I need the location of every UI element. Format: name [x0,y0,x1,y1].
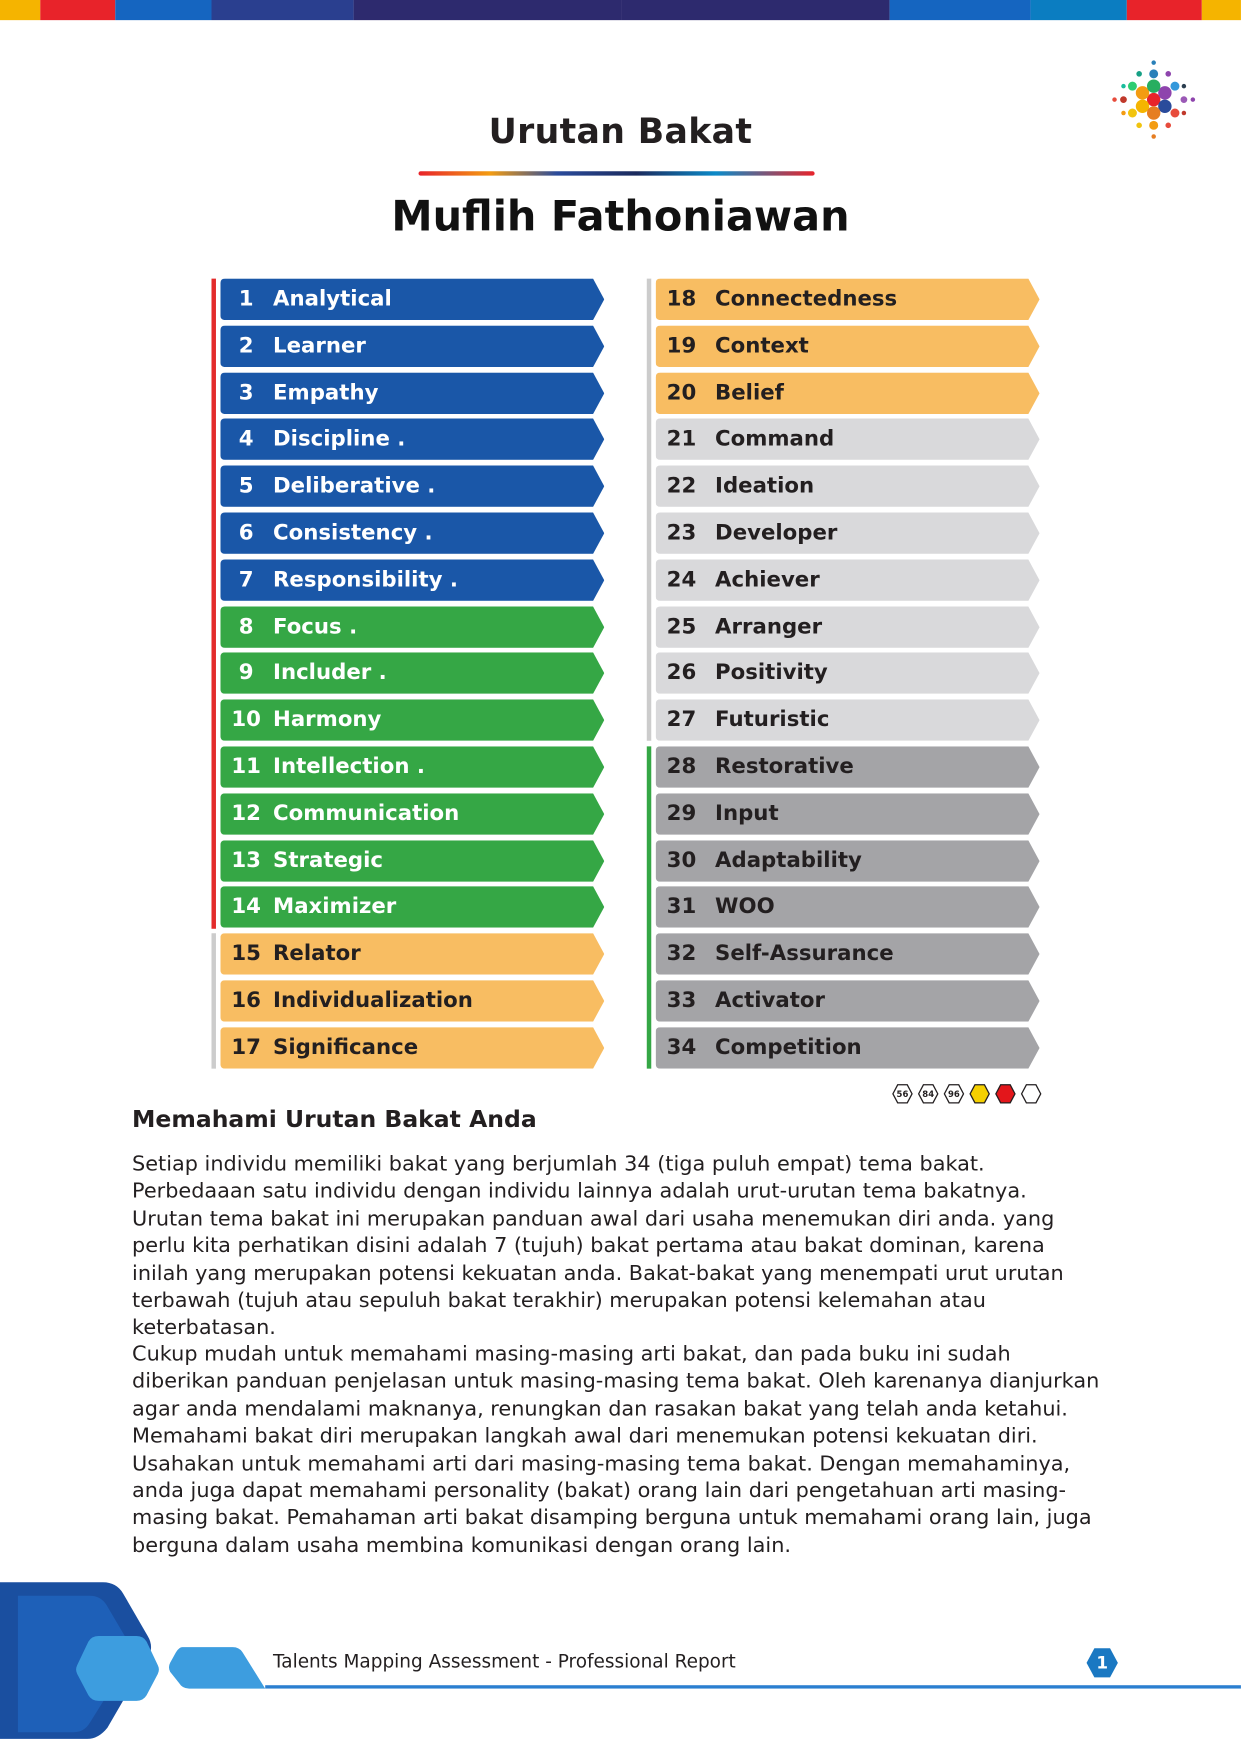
score-legend [892,1083,1042,1104]
talent-name: Discipline . [273,426,406,452]
talent-name: Includer . [273,660,387,686]
talent-rank: 32 [666,941,697,966]
logo-dot [1170,82,1179,91]
talent-row [656,513,1040,554]
talent-name: Ideation [715,473,815,499]
talent-row [656,653,1040,694]
talent-row [220,1027,604,1068]
logo-dot [1165,71,1171,77]
legend-hexagon [969,1083,990,1104]
talent-name: Command [715,426,835,452]
top-color-bar [0,0,1241,20]
logo-dot [1191,97,1195,101]
talent-rank: 13 [231,847,261,873]
talent-row [656,279,1040,320]
page-number: 1 [1096,1652,1109,1673]
talent-name: Futuristic [715,707,830,733]
talent-row-background [656,980,1040,1021]
talent-name: Achiever [715,567,820,592]
paragraph: Setiap individu memiliki bakat yang berjumlah 34 (tiga puluh empat) tema bakat. Perbedaaan satu individu dengan individu lainnya adalah urut-urutan tema bakatnya. Urutan tema bakat ini merupakan panduan awal dari usaha menemukan diri anda. yang perlu kita perhatikan disini adalah 7 (tujuh) bakat pertama atau bakat dominan, karena inilah yang merupakan potensi kekuatan anda. Bakat-bakat yang menempati urut urutan terbawah (tujuh atau sepuluh bakat terakhir) merupakan potensi kelemahan atau keterbatasan. [132,1152,1064,1340]
talent-row-background [656,653,1040,694]
footer-report-title: Talents Mapping Assessment - Professional Report [273,1650,736,1672]
talent-name: Competition [715,1034,862,1060]
talent-name: Deliberative . [273,473,436,499]
logo-dot [1128,82,1137,91]
talent-name: Maximizer [273,894,397,920]
talent-name: Empathy [273,380,379,405]
talent-rank: 3 [238,380,254,405]
talent-name: Significance [273,1034,419,1060]
talent-row [220,559,604,600]
title-underline [419,171,815,175]
talent-row [220,793,604,834]
talent-name: Positivity [715,660,828,686]
talent-name: Context [715,333,809,358]
talent-row [220,325,604,366]
top-bar-segment [1031,0,1127,20]
talent-row [656,466,1040,507]
talent-name: Individualization [273,988,473,1013]
top-bar-segment [0,0,40,20]
talent-row [656,746,1040,787]
talent-rank: 24 [666,567,697,592]
talent-row [656,980,1040,1021]
paragraph: Cukup mudah untuk memahami masing-masing arti bakat, dan pada buku ini sudah diberikan panduan penjelasan untuk masing-masing tema bakat. Oleh karenanya dianjurkan agar anda mendalami maknanya, renungkan dan rasakan bakat yang telah anda ketahui. Memahami bakat diri merupakan langkah awal dari menemukan potensi kekuatan diri. Usahakan untuk memahami arti dari masing-masing tema bakat. Dengan memahaminya, anda juga dapat memahami personality (bakat) orang lain dari pengetahuan arti masing-masing bakat. Pemahaman arti bakat disamping berguna untuk memahami orang lain, juga berguna dalam usaha membina komunikasi dengan orang lain. [132,1342,1100,1558]
talent-rank: 9 [238,660,254,686]
logo-dot [1120,96,1127,103]
talent-rank: 16 [231,988,261,1013]
talent-row [656,933,1040,974]
talent-name: WOO [715,894,775,920]
logo-dot [1182,84,1186,88]
talent-name: Adaptability [715,847,862,873]
logo-dot [1158,86,1171,99]
talent-row [220,372,604,413]
talent-name: Communication [273,800,460,826]
logo-dot [1149,69,1158,78]
legend-label: 96 [948,1090,960,1101]
talent-rank: 17 [231,1034,261,1060]
talent-row [220,466,604,507]
talent-row [656,793,1040,834]
talent-name: Relator [273,941,361,966]
talent-name: Connectedness [715,286,898,312]
talent-name: Input [715,800,779,826]
talent-name: Strategic [273,847,384,873]
logo-dot [1112,97,1116,101]
logo-dot [1151,60,1155,64]
top-bar-segment [115,0,211,20]
talent-rank: 31 [666,894,697,920]
talent-rank: 5 [238,473,254,499]
talent-row [220,840,604,881]
talent-name: Self-Assurance [715,941,894,966]
talent-name: Focus . [273,613,358,639]
talent-row [656,372,1040,413]
talent-row-background [656,325,1040,366]
left-gray-group-line [211,933,215,1068]
talent-rank: 18 [666,286,697,312]
talent-rank: 19 [666,333,697,358]
talent-rank: 28 [666,754,697,779]
talent-name: Analytical [273,286,392,312]
legend-label: 84 [922,1090,935,1101]
talent-row-background [656,419,1040,460]
talent-row-background [656,372,1040,413]
talent-rank: 15 [231,941,261,966]
talent-rank: 34 [666,1034,697,1060]
talent-row [220,700,604,741]
talent-name: Harmony [273,707,382,733]
talent-rank: 11 [231,754,261,779]
talent-rank: 23 [666,520,697,545]
logo-dot [1121,84,1125,88]
talent-row [656,419,1040,460]
top-bar-segment [1127,0,1202,20]
talent-rank: 6 [238,520,254,545]
legend-hexagon [995,1083,1016,1104]
top-bar-segment [40,0,115,20]
legend-hexagon [892,1083,913,1104]
talent-row [656,559,1040,600]
talent-rank: 26 [666,660,697,686]
right-green-group-line [647,746,651,1068]
talent-row [220,653,604,694]
talent-rank: 25 [666,613,697,639]
talent-row [656,606,1040,647]
talent-rank: 20 [666,380,697,405]
talent-rank: 7 [238,567,254,592]
top-bar-segment [890,0,1031,20]
talent-row-background [656,559,1040,600]
talent-rank: 12 [231,800,261,826]
talent-row-background [656,887,1040,928]
talent-row [220,933,604,974]
talent-row [220,606,604,647]
talent-name: Arranger [715,613,823,639]
talent-rank: 10 [231,707,261,733]
legend-hexagon [918,1083,939,1104]
top-bar-segment [354,0,621,20]
talent-rank: 22 [666,473,697,499]
talent-rank: 14 [231,894,261,920]
talent-row [656,325,1040,366]
logo-dot [1136,71,1142,77]
logo-dot [1181,96,1188,103]
talent-row-background [656,700,1040,741]
talent-name: Developer [715,520,838,545]
talent-row-background [656,606,1040,647]
talent-rank: 30 [666,847,697,873]
logo-dot [1147,93,1160,106]
page-title: Urutan Bakat [488,111,753,153]
logo-dot [1147,79,1160,92]
talent-rank: 4 [238,426,254,452]
logo-dot [1136,86,1149,99]
talent-name: Responsibility . [273,567,458,592]
legend-hexagon [1021,1083,1042,1104]
talent-name: Intellection . [273,754,425,779]
talent-name: Activator [715,988,826,1013]
person-name: Muflih Fathoniawan [391,192,850,241]
talent-rank: 27 [666,707,697,733]
talent-row [220,279,604,320]
top-bar-segment [621,0,890,20]
legend-hexagon [943,1083,964,1104]
talent-row [656,840,1040,881]
talent-name: Belief [715,380,784,405]
right-gray-group-line [647,279,651,741]
talent-row [656,1027,1040,1068]
talent-row-background [656,793,1040,834]
talent-rank: 2 [238,333,254,358]
legend-label: 56 [896,1090,909,1101]
talent-name: Restorative [715,754,854,779]
talent-row [220,419,604,460]
talent-rank: 33 [666,988,697,1013]
talent-rank: 8 [238,613,254,639]
talent-row-background [656,513,1040,554]
top-bar-segment [1202,0,1241,20]
talent-row [220,887,604,928]
talent-name: Consistency . [273,520,433,545]
left-red-group-line [211,279,215,929]
talent-row [656,700,1040,741]
top-bar-segment [211,0,353,20]
talent-rank: 21 [666,426,697,452]
talent-row-background [656,466,1040,507]
talent-rank: 1 [238,286,254,312]
talent-row [656,887,1040,928]
talent-row [220,980,604,1021]
talent-name: Learner [273,333,366,358]
section-heading: Memahami Urutan Bakat Anda [132,1105,537,1133]
talent-row [220,746,604,787]
talent-row [220,513,604,554]
talent-rank: 29 [666,800,697,826]
